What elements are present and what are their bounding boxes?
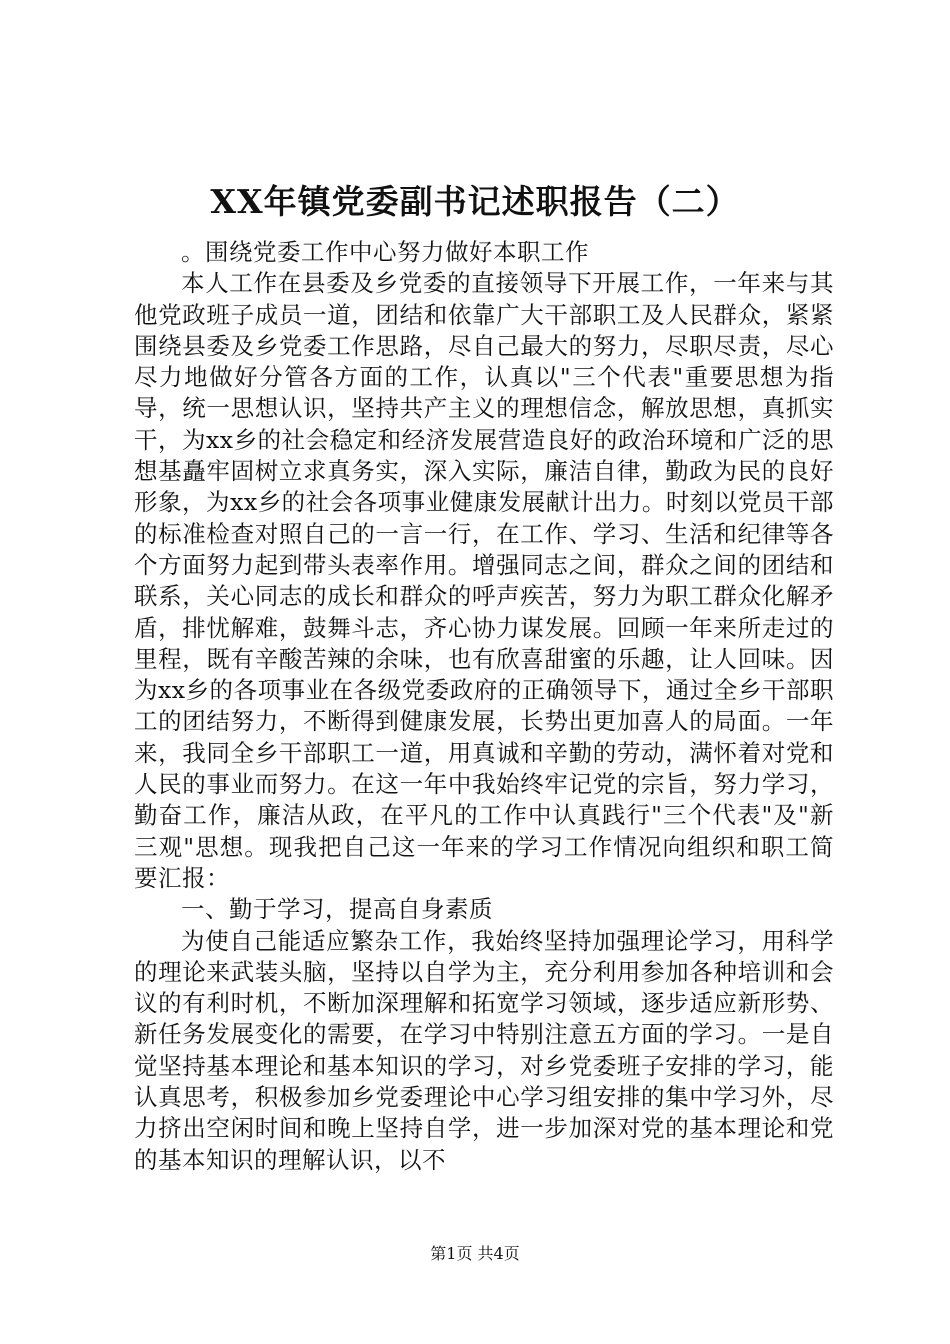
section-lead-paragraph: 。围绕党委工作中心努力做好本职工作 bbox=[181, 238, 589, 266]
body-paragraph: 为使自己能适应繁杂工作，我始终坚持加强理论学习，用科学的理论来武装头脑，坚持以自学为主，充分利用参加各种培训和会议的有利时机，不断加深理解和拓宽学习领域，逐步适应新形势、新任务发展变化的需要，在学习中特别注意五方面的学习。一是自觉坚持基本理论和基本知识的学习，对乡党委班子安排的学习，能认真思考，积极参加乡党委理论中心学习组安排的集中学习外，尽力挤出空闲时间和晚上坚持自学，进一步加深对党的基本理论和党的基本知识的理解认识，以不 bbox=[134, 926, 834, 1174]
page-footer: 第1页 共4页 bbox=[430, 1244, 520, 1263]
document-body bbox=[134, 237, 834, 1176]
section-heading: 一、勤于学习，提高自身素质 bbox=[181, 895, 493, 924]
document-title: XX年镇党委副书记述职报告（二） bbox=[210, 182, 740, 221]
body-paragraph: 本人工作在县委及乡党委的直接领导下开展工作，一年来与其他党政班子成员一道，团结和依靠广大干部职工及人民群众，紧紧围绕县委及乡党委工作思路，尽自己最大的努力，尽职尽责，尽心尽力地做好分管各方面的工作，认真以"三个代表"重要思想为指导，统一思想认识，坚持共产主义的理想信念，解放思想，真抓实干，为xx乡的社会稳定和经济发展营造良好的政治环境和广泛的思想基矗牢固树立求真务实，深入实际，廉洁自律，勤政为民的良好形象，为xx乡的社会各项事业健康发展献计出力。时刻以党员干部的标准检查对照自己的一言一行，在工作、学习、生活和纪律等各个方面努力起到带头表率作用。增强同志之间，群众之间的团结和联系，关心同志的成长和群众的呼声疾苦，努力为职工群众化解矛盾，排忧解难，鼓舞斗志，齐心协力谋发展。回顾一年来所走过的里程，既有辛酸苦辣的余味，也有欣喜甜蜜的乐趣，让人回味。因为xx乡的各项事业在各级党委政府的正确领导下，通过全乡干部职工的团结努力，不断得到健康发展，长势出更加喜人的局面。一年来，我同全乡干部职工一道，用真诚和辛勤的劳动，满怀着对党和人民的事业而努力。在这一年中我始终牢记党的宗旨，努力学习，勤奋工作，廉洁从政，在平凡的工作中认真践行"三个代表"及"新三观"思想。现我把自己这一年来的学习工作情况向组织和职工简要汇报： bbox=[134, 269, 834, 892]
